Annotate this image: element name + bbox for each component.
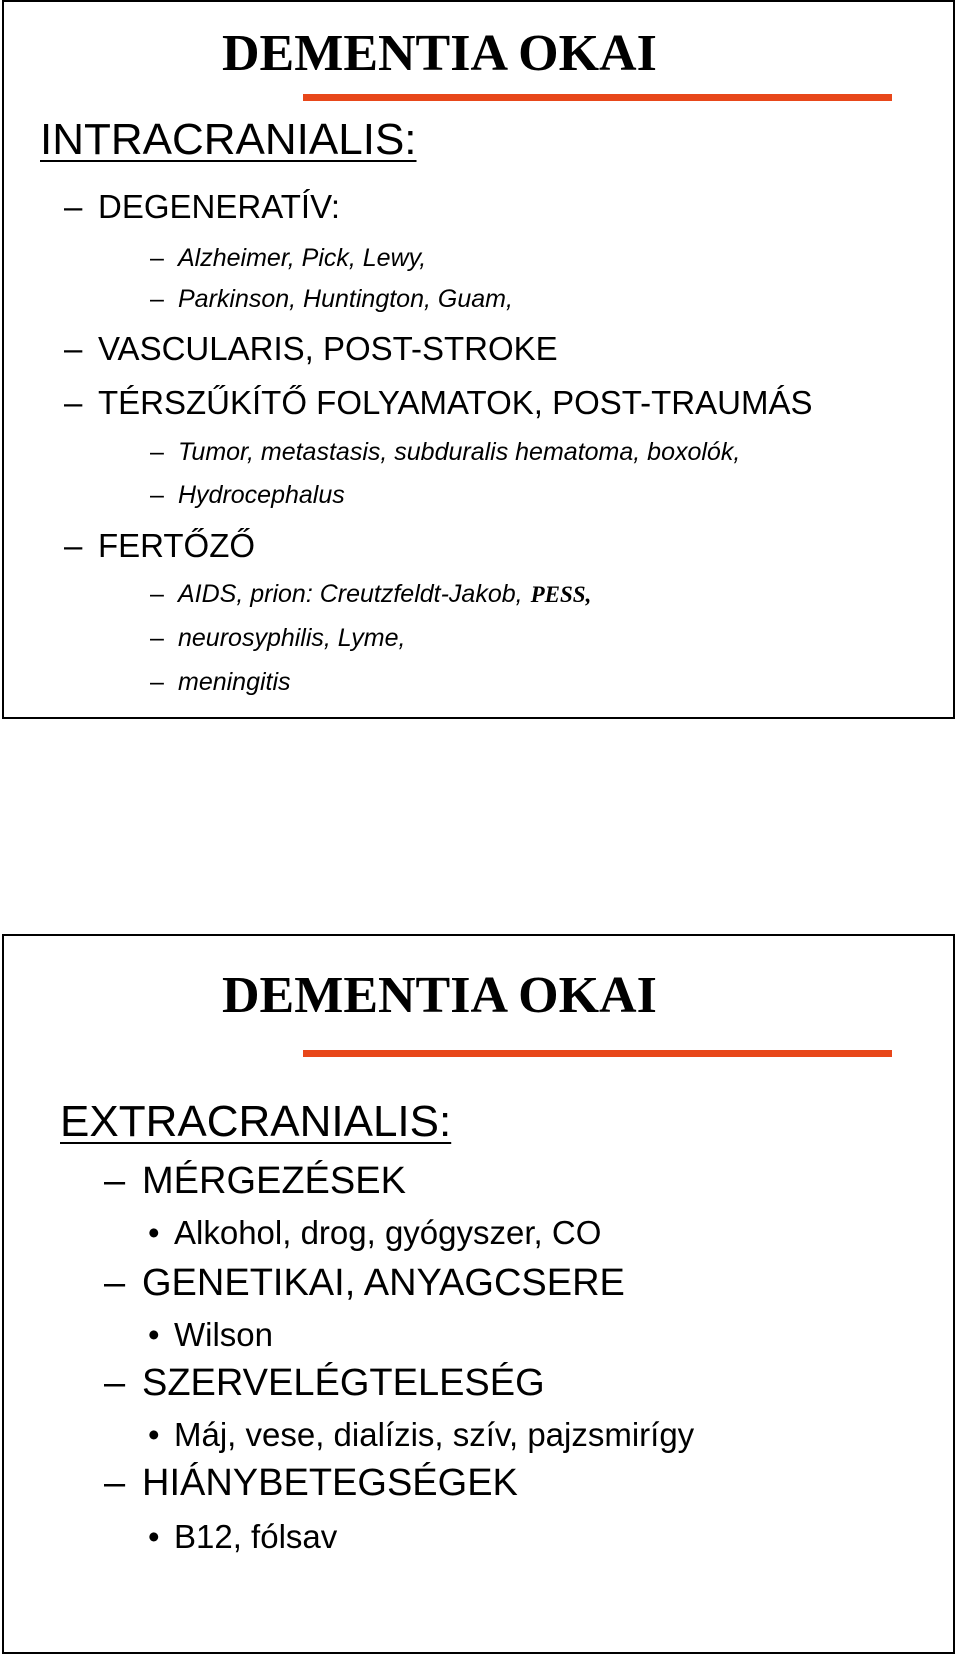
dash-marker: –: [150, 624, 164, 652]
list-item: [64, 529, 255, 562]
slide-intracranialis: [2, 0, 955, 719]
list-item: [150, 246, 426, 271]
list-item-text: HIÁNYBETEGSÉGEK: [142, 1462, 518, 1504]
list-item-text: Hydrocephalus: [178, 481, 345, 509]
list-item: [148, 1318, 273, 1351]
list-item-text: Wilson: [174, 1316, 274, 1353]
list-item: [64, 190, 340, 223]
list-item-text: FERTŐZŐ: [98, 527, 256, 564]
slide-title: DEMENTIA OKAI: [222, 25, 657, 82]
list-item: [148, 1520, 337, 1553]
list-item: [64, 332, 558, 365]
list-item-text: AIDS, prion: Creutzfeldt-Jakob,: [178, 580, 523, 608]
list-item-text: meningitis: [178, 668, 291, 696]
list-item-text: DEGENERATÍV:: [98, 188, 341, 225]
list-item: [150, 287, 513, 312]
list-item: [150, 440, 740, 465]
list-item: [150, 582, 591, 607]
slide-title: DEMENTIA OKAI: [222, 967, 657, 1024]
list-item: [150, 483, 345, 508]
dash-marker: –: [104, 1160, 126, 1202]
list-item-text: MÉRGEZÉSEK: [142, 1160, 406, 1202]
list-item: [104, 1264, 625, 1302]
list-item: [64, 386, 812, 419]
bullet-marker: •: [148, 1214, 160, 1251]
list-item: [104, 1364, 545, 1402]
list-item-text: SZERVELÉGTELESÉG: [142, 1362, 545, 1404]
list-item-text: Parkinson, Huntington, Guam,: [178, 285, 513, 313]
list-item-text: TÉRSZŰKÍTŐ FOLYAMATOK, POST-TRAUMÁS: [98, 384, 813, 421]
list-item-text: Alkohol, drog, gyógyszer, CO: [174, 1214, 602, 1251]
dash-marker: –: [150, 285, 164, 313]
dash-marker: –: [64, 188, 83, 225]
bullet-marker: •: [148, 1316, 160, 1353]
dash-marker: –: [104, 1262, 126, 1304]
list-item-text: neurosyphilis, Lyme,: [178, 624, 406, 652]
list-item-text: B12, fólsav: [174, 1518, 338, 1555]
list-item-text: VASCULARIS, POST-STROKE: [98, 330, 558, 367]
list-item-text: Tumor, metastasis, subduralis hematoma, boxolók,: [178, 438, 741, 466]
list-item: [148, 1418, 694, 1451]
dash-marker: –: [64, 330, 83, 367]
dash-marker: –: [64, 384, 83, 421]
slide-extracranialis: [2, 934, 955, 1654]
title-underline-rule: [303, 94, 892, 101]
dash-marker: –: [150, 438, 164, 466]
dash-marker: –: [104, 1462, 126, 1504]
list-item-text: Máj, vese, dialízis, szív, pajzsmirígy: [174, 1416, 695, 1453]
list-item: [104, 1464, 518, 1502]
list-item: [148, 1216, 601, 1249]
bullet-marker: •: [148, 1416, 160, 1453]
dash-marker: –: [64, 527, 83, 564]
section-heading: EXTRACRANIALIS:: [60, 1097, 452, 1146]
section-heading: INTRACRANIALIS:: [40, 115, 417, 164]
title-underline-rule: [303, 1050, 892, 1057]
list-item: [150, 670, 291, 695]
list-item: [150, 626, 405, 651]
list-item-suffix: PESS,: [530, 582, 592, 607]
dash-marker: –: [104, 1362, 126, 1404]
dash-marker: –: [150, 580, 164, 608]
dash-marker: –: [150, 481, 164, 509]
dash-marker: –: [150, 244, 164, 272]
list-item: [104, 1162, 406, 1200]
list-item-text: Alzheimer, Pick, Lewy,: [178, 244, 427, 272]
bullet-marker: •: [148, 1518, 160, 1555]
dash-marker: –: [150, 668, 164, 696]
list-item-text: GENETIKAI, ANYAGCSERE: [142, 1262, 625, 1304]
